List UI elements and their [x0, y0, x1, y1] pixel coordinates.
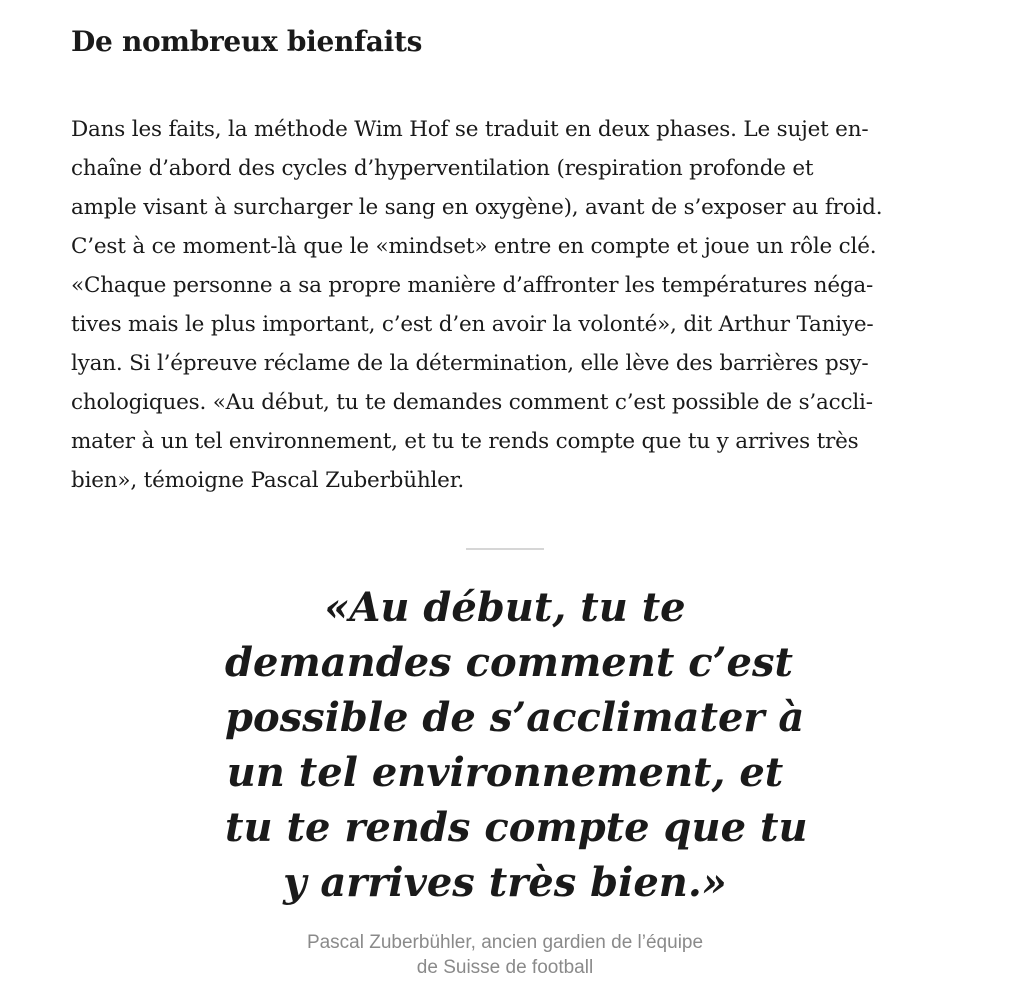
paragraph-line: «Chaque personne a sa propre manière d’affronter les températures néga-	[71, 273, 874, 298]
paragraph-line: C’est à ce moment-là que le «mindset» entre en compte et joue un rôle clé.	[71, 234, 877, 259]
paragraph-line: mater à un tel environnement, et tu te rends compte que tu y arrives très	[71, 429, 859, 454]
credit-line: Pascal Zuberbühler, ancien gardien de l’équipe	[306, 932, 704, 953]
paragraph-line: chologiques. «Au début, tu te demandes comment c’est possible de s’accli-	[71, 390, 873, 415]
pullquote-line: «Au début, tu te	[324, 584, 686, 631]
credit-line: de Suisse de football	[416, 957, 594, 978]
paragraph-line: chaîne d’abord des cycles d’hyperventilation (respiration profonde et	[71, 156, 814, 181]
pullquote-line: demandes comment c’est	[225, 639, 793, 686]
pullquote	[0, 548, 1010, 980]
article-section	[71, 22, 951, 500]
pullquote-line: tu te rends compte que tu	[225, 804, 808, 851]
body-paragraph	[71, 110, 941, 500]
pullquote-text	[225, 580, 808, 910]
pullquote-credit	[265, 930, 745, 980]
paragraph-line: lyan. Si l’épreuve réclame de la détermination, elle lève des barrières psy-	[71, 351, 869, 376]
paragraph-line: tives mais le plus important, c’est d’en avoir la volonté», dit Arthur Taniye-	[71, 312, 874, 337]
paragraph-line: Dans les faits, la méthode Wim Hof se traduit en deux phases. Le sujet en-	[71, 117, 869, 142]
section-heading: De nombreux bienfaits	[71, 25, 423, 58]
pullquote-line: y arrives très bien.»	[283, 859, 727, 906]
pullquote-divider	[466, 548, 544, 550]
pullquote-line: possible de s’acclimater à	[225, 694, 805, 741]
pullquote-line: un tel environnement, et	[226, 749, 784, 796]
paragraph-line: ample visant à surcharger le sang en oxygène), avant de s’exposer au froid.	[71, 195, 883, 220]
paragraph-line: bien», témoigne Pascal Zuberbühler.	[71, 468, 465, 493]
